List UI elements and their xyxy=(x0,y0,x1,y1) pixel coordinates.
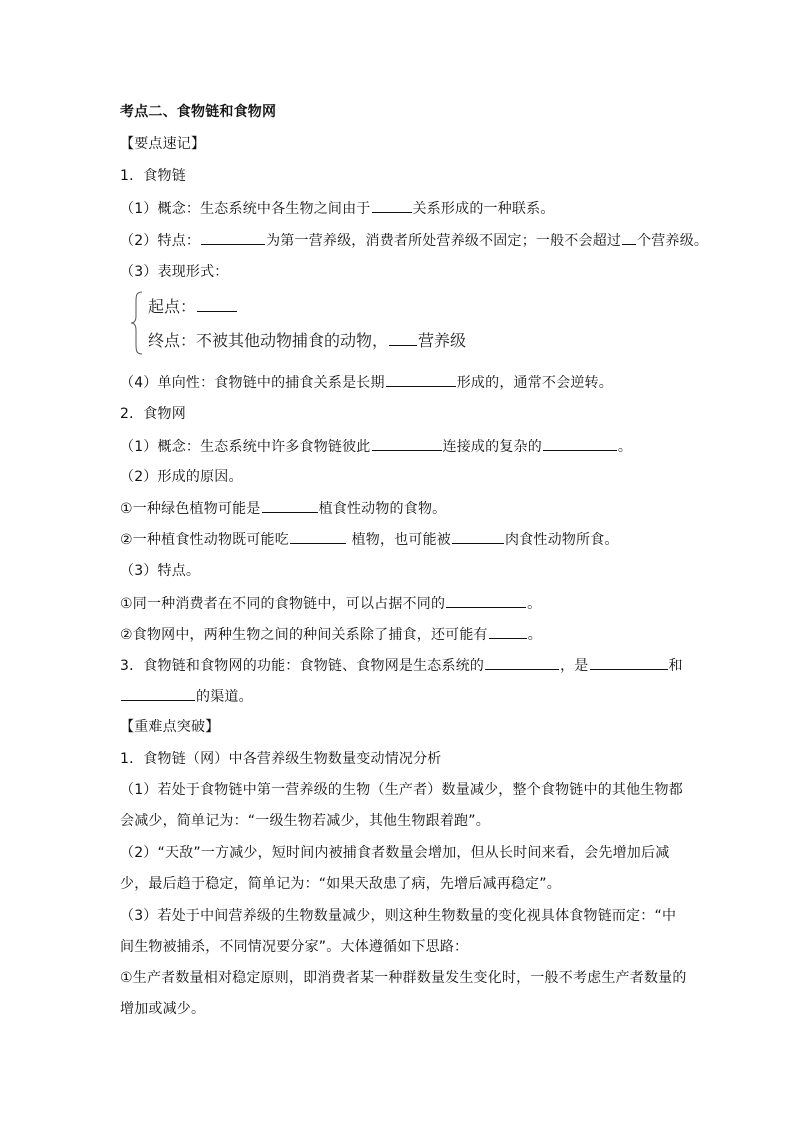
food-web-cause-2: ②一种植食性动物既可能吃 植物，也可能被 肉食性动物所食。 xyxy=(120,529,619,550)
food-web-cause-label: （2）形成的原因。 xyxy=(120,469,243,485)
item-food-chain-title: 1．食物链 xyxy=(120,168,186,184)
heading-key-points: 【要点速记】 xyxy=(120,136,206,152)
section-title: 考点二、食物链和食物网 xyxy=(120,104,277,120)
curly-brace-icon xyxy=(130,290,146,356)
food-web-feature-1: ①同一种消费者在不同的食物链中，可以占据不同的 。 xyxy=(120,593,541,614)
fill-blank[interactable] xyxy=(372,436,442,451)
analysis-text: （1）若处于食物链中第一营养级的生物（生产者）数量减少，整个食物链中的其他生物都 xyxy=(120,782,683,798)
analysis-text: （3）若处于中间营养级的生物数量减少，则这种生物数量的变化视具体食物链而定：“中 xyxy=(120,908,677,924)
food-chain-concept: （1）概念：生态系统中各生物之间由于 关系形成的一种联系。 xyxy=(120,198,555,219)
heading-key-difficulties: 【重难点突破】 xyxy=(120,719,220,735)
food-chain-form-label: （3）表现形式： xyxy=(120,264,229,280)
function-line-2: 的渠道。 xyxy=(120,686,253,707)
fill-blank[interactable] xyxy=(372,198,412,213)
food-chain-feature: （2）特点： 为第一营养级，消费者所处营养级不固定；一般不会超过 个营养级。 xyxy=(120,230,708,251)
analysis-text: 会减少，简单记为：“一级生物若减少，其他生物跟着跑”。 xyxy=(120,813,490,829)
fill-blank[interactable] xyxy=(485,655,559,670)
fill-blank[interactable] xyxy=(590,655,668,670)
food-chain-direction: （4）单向性：食物链中的捕食关系是长期 形成的，通常不会逆转。 xyxy=(120,372,613,393)
form-end: 终点：不被其他动物捕食的动物， 营养级 xyxy=(148,331,467,350)
item-food-web-title: 2．食物网 xyxy=(120,406,186,422)
fill-blank[interactable] xyxy=(489,624,527,639)
analysis-title: 1．食物链（网）中各营养级生物数量变动情况分析 xyxy=(120,751,442,767)
fill-blank[interactable] xyxy=(290,529,346,544)
food-web-concept: （1）概念：生态系统中许多食物链彼此 连接成的复杂的 。 xyxy=(120,436,632,457)
fill-blank[interactable] xyxy=(446,593,526,608)
fill-blank[interactable] xyxy=(386,372,456,387)
food-web-feature-2: ②食物网中，两种生物之间的种间关系除了捕食，还可能有 。 xyxy=(120,624,542,645)
fill-blank[interactable] xyxy=(262,498,318,513)
function-line-1: 3．食物链和食物网的功能：食物链、食物网是生态系统的 ，是 和 xyxy=(120,655,683,676)
food-web-cause-1: ①一种绿色植物可能是 植食性动物的食物。 xyxy=(120,498,446,519)
fill-blank[interactable] xyxy=(201,230,265,245)
analysis-text: （2）“天敌”一方减少，短时间内被捕食者数量会增加，但从长时间来看，会先增加后减 xyxy=(120,845,670,861)
fill-blank[interactable] xyxy=(121,686,195,701)
fill-blank[interactable] xyxy=(543,436,617,451)
analysis-text: 少，最后趋于稳定，简单记为：“如果天敌患了病，先增后减再稳定”。 xyxy=(120,876,561,892)
analysis-text: 增加或减少。 xyxy=(120,1001,206,1017)
fill-blank[interactable] xyxy=(622,230,636,245)
analysis-text: 间生物被捕杀，不同情况要分家”。大体遵循如下思路： xyxy=(120,939,469,955)
analysis-text: ①生产者数量相对稳定原则，即消费者某一种群数量发生变化时，一般不考虑生产者数量的 xyxy=(120,970,687,986)
fill-blank[interactable] xyxy=(197,295,237,312)
fill-blank[interactable] xyxy=(452,529,504,544)
form-start: 起点： xyxy=(148,295,238,318)
food-chain-form-brace xyxy=(130,290,530,360)
food-web-feature-label: （3）特点。 xyxy=(120,563,201,579)
fill-blank[interactable] xyxy=(389,329,417,346)
